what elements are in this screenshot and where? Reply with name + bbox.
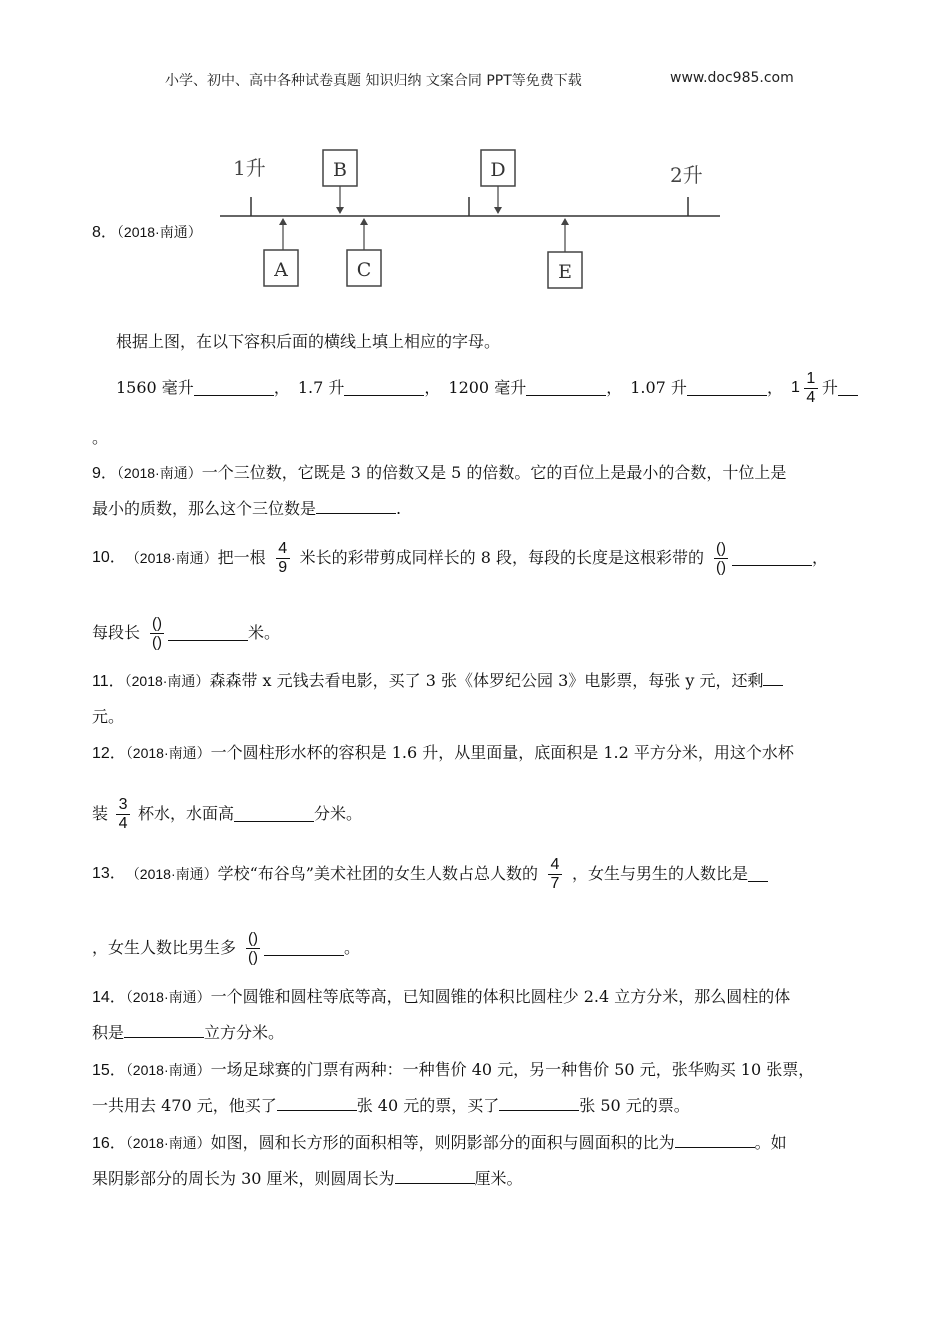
question-11-line1: 11．（2018·南通）森森带 x 元钱去看电影，买了 3 张《体罗纪公园 3》电影票，每张 y 元，还剩 [92,671,783,692]
answer-blank[interactable] [194,381,274,396]
box-b-label: B [333,159,347,181]
question-15-line2: 一共用去 470 元，他买了 张 40 元的票，买了 张 50 元的票。 [92,1096,690,1115]
answer-blank[interactable] [277,1096,357,1111]
fraction-1-4: $\frac{1}{4}$ [804,370,818,407]
fraction-blank: $\frac{()}{()}$ [248,929,259,966]
volume-number-line-diagram [215,145,725,295]
item-1200ml: 1200 毫升 [448,378,527,397]
question-8-header [92,222,202,243]
question-12-line2: 装 $\frac{3}{4}$ 杯水，水面高 分米。 [92,795,363,832]
question-source: （2018·南通） [116,224,202,240]
answer-blank[interactable] [748,867,768,882]
page-header-url: www.doc985.com [670,70,794,86]
question-11-line2: 元。 [92,707,125,726]
box-d-label: D [490,159,506,181]
question-8-items: 1560 毫升 ， 1.7 升 ， 1200 毫升 ， 1.07 升 ， 1 $\frac{1}{4}$ 升 [116,370,858,406]
mixed-number-whole: 1 [790,379,800,396]
answer-blank[interactable] [168,626,248,641]
answer-blank[interactable] [526,381,606,396]
box-e-label: E [558,261,572,283]
answer-blank[interactable] [838,381,858,396]
label-2L: 2升 [670,163,703,187]
question-8-end: 。 [92,428,109,447]
label-1L: 1升 [233,156,266,180]
answer-blank[interactable] [124,1023,204,1038]
answer-blank[interactable] [234,807,314,822]
answer-blank[interactable] [687,381,767,396]
fraction-blank: $\frac{()}{()}$ [152,614,163,651]
question-number: 8． [92,224,117,241]
box-c-label: C [356,259,372,281]
question-13-line1: 13． （2018·南通） 学校“布谷鸟”美术社团的女生人数占总人数的 $\frac{4}{7}$ ，女生与男生的人数比是 [92,852,768,896]
answer-blank[interactable] [499,1096,579,1111]
question-13-line2: ，女生人数比男生多 $\frac{()}{()}$ 。 [92,929,361,966]
answer-blank[interactable] [316,499,396,514]
answer-blank[interactable] [763,671,783,686]
answer-blank[interactable] [264,941,344,956]
question-9-line2: 最小的质数，那么这个三位数是 . [92,499,402,518]
fraction-4-9: $\frac{4}{9}$ [276,540,290,577]
question-10-line1: 10． （2018·南通） 把一根 $\frac{4}{9}$ 米长的彩带剪成同样长的 8 段，每段的长度是这根彩带的 $\frac{()}{()}$ ， [92,539,829,576]
item-1560ml: 1560 毫升 [116,378,194,397]
question-16-line1: 16．（2018·南通）如图，圆和长方形的面积相等，则阴影部分的面积与圆面积的比为 。如 [92,1133,787,1152]
question-14-line2: 积是 立方分米。 [92,1023,285,1042]
box-a-label: A [274,259,288,281]
item-1.07L: 1.07 升 [630,378,687,397]
question-12-line1: 12．（2018·南通）一个圆柱形水杯的容积是 1.6 升，从里面量，底面积是 1.2 平方分米，用这个水杯 [92,743,794,762]
question-10-line2: 每段长 $\frac{()}{()}$ 米。 [92,614,281,651]
question-8-intro: 根据上图，在以下容积后面的横线上填上相应的字母。 [116,332,501,351]
question-16-line2: 果阴影部分的周长为 30 厘米，则圆周长为 厘米。 [92,1169,523,1188]
fraction-3-4: $\frac{3}{4}$ [116,796,130,833]
question-14-line1: 14．（2018·南通）一个圆锥和圆柱等底等高，已知圆锥的体积比圆柱少 2.4 立方分米，那么圆柱的体 [92,987,791,1006]
item-1.7L: 1.7 升 [297,378,345,397]
answer-blank[interactable] [732,551,812,566]
page-header-left: 小学、初中、高中各种试卷真题 知识归纳 文案合同 PPT等免费下载 [165,73,582,89]
question-9-line1: 9．（2018·南通）一个三位数，它既是 3 的倍数又是 5 的倍数。它的百位上是最小的合数，十位上是 [92,463,787,482]
answer-blank[interactable] [344,381,424,396]
fraction-4-7: $\frac{4}{7}$ [548,856,562,893]
question-15-line1: 15．（2018·南通）一场足球赛的门票有两种：一种售价 40 元，另一种售价 50 元，张华购买 10 张票， [92,1060,815,1079]
fraction-blank: $\frac{()}{()}$ [716,539,726,576]
answer-blank[interactable] [675,1133,755,1148]
answer-blank[interactable] [395,1169,475,1184]
